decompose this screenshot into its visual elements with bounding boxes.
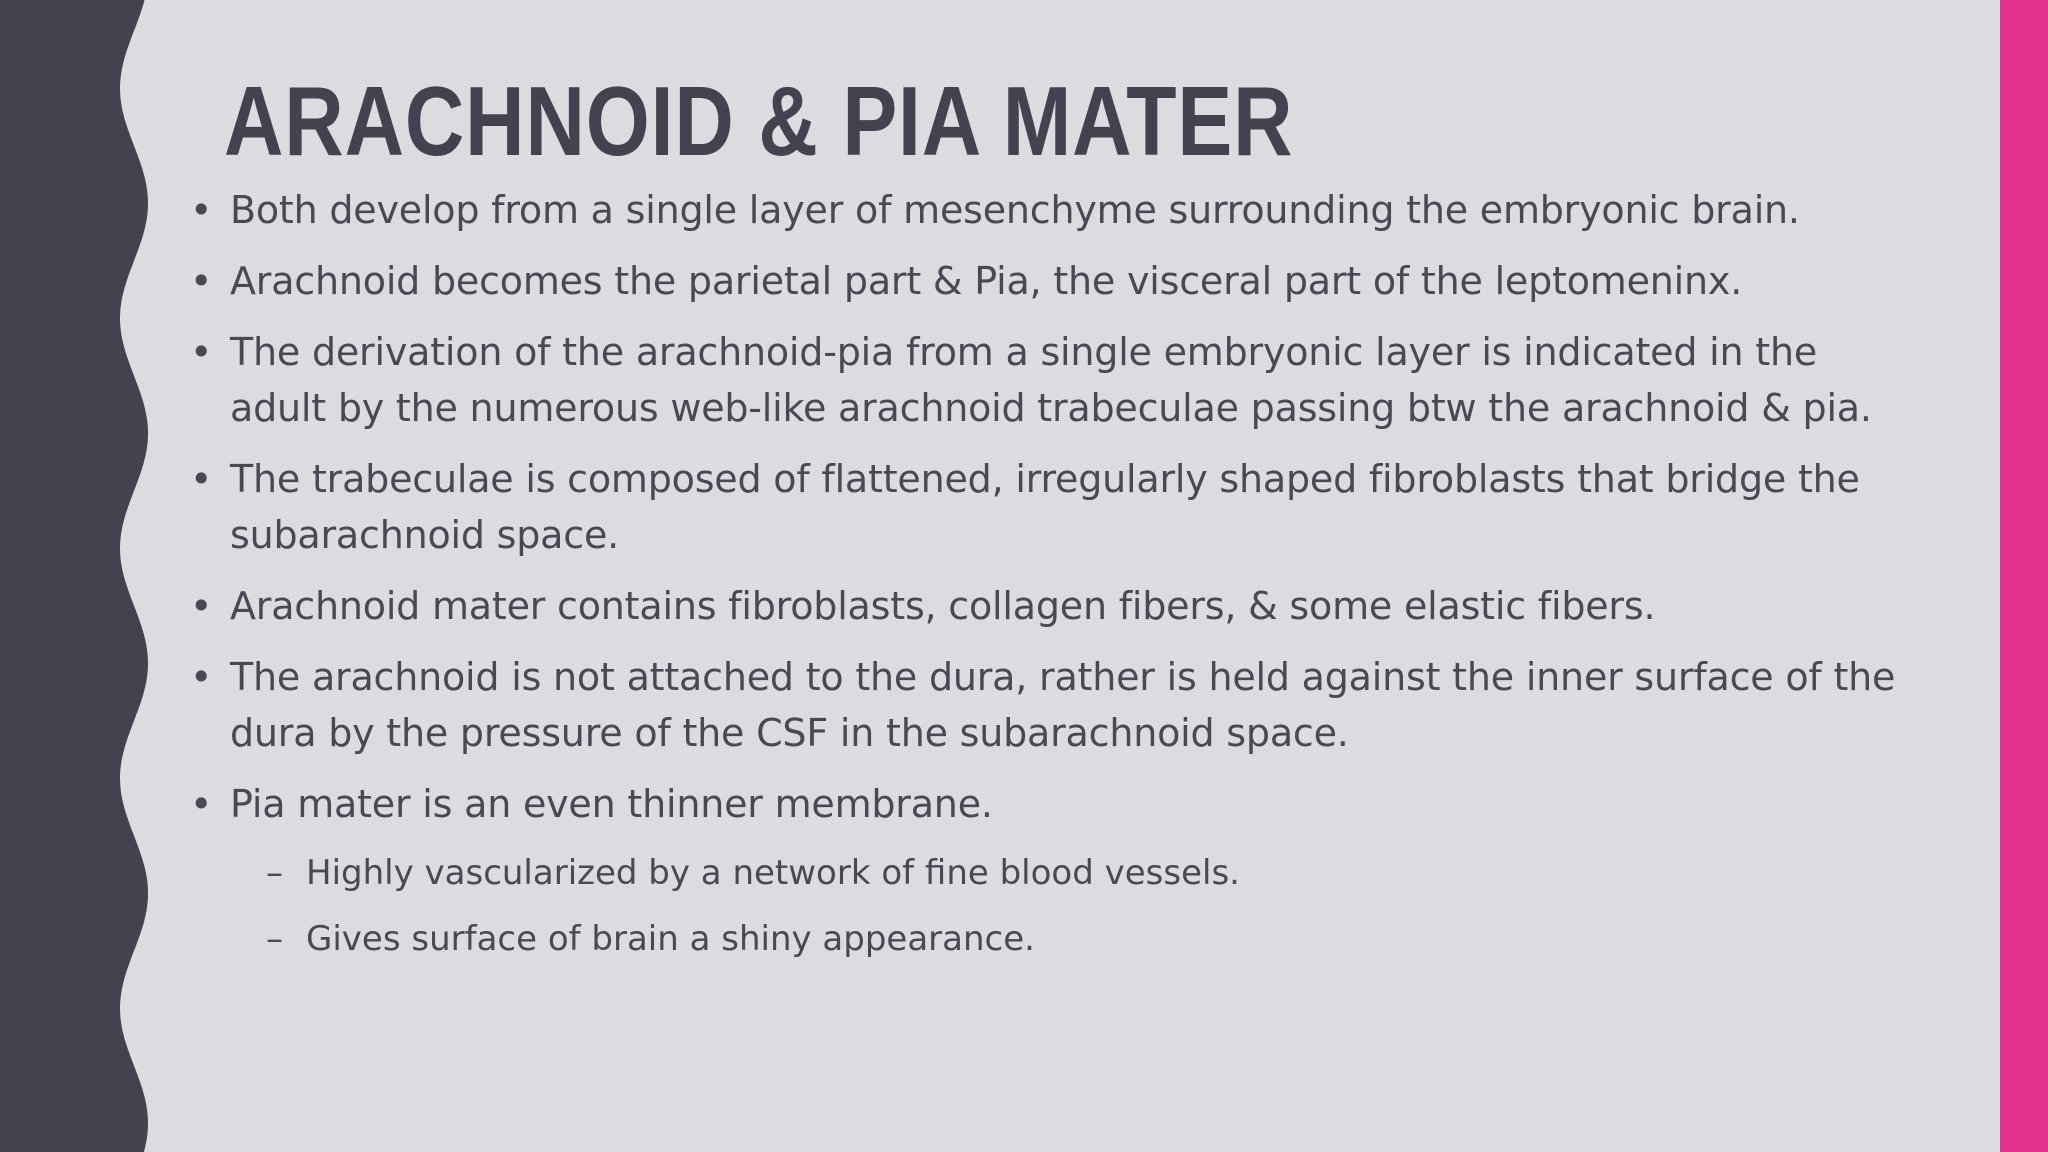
sub-bullet-item bbox=[190, 847, 1900, 899]
bullet-text: Both develop from a single layer of mesenchyme surrounding the embryonic brain. bbox=[230, 188, 1800, 232]
bullet-text: The trabeculae is composed of flattened, irregularly shaped fibroblasts that bridge the subarachnoid space. bbox=[230, 457, 1860, 557]
bullet-marker: • bbox=[190, 259, 213, 303]
right-accent-bar bbox=[2000, 0, 2048, 1152]
bullet-list bbox=[190, 182, 1900, 979]
slide-title: ARACHNOID & PIA MATER bbox=[224, 66, 1294, 176]
bullet-item bbox=[190, 776, 1900, 832]
bullet-item bbox=[190, 324, 1900, 436]
bullet-text: Arachnoid becomes the parietal part & Pia, the visceral part of the leptomeninx. bbox=[230, 259, 1743, 303]
bullet-marker: • bbox=[190, 188, 213, 232]
sub-bullet-text: Highly vascularized by a network of fine blood vessels. bbox=[306, 853, 1240, 893]
bullet-marker: • bbox=[190, 655, 213, 699]
left-wave-band bbox=[0, 0, 160, 1152]
sub-bullet-marker: – bbox=[266, 853, 283, 893]
bullet-marker: • bbox=[190, 330, 213, 374]
sub-bullet-item bbox=[190, 913, 1900, 965]
sub-bullet-text: Gives surface of brain a shiny appearance. bbox=[306, 919, 1035, 959]
sub-bullet-marker: – bbox=[266, 919, 283, 959]
bullet-marker: • bbox=[190, 782, 213, 826]
bullet-text: Arachnoid mater contains fibroblasts, collagen fibers, & some elastic fibers. bbox=[230, 584, 1656, 628]
bullet-item bbox=[190, 182, 1900, 238]
bullet-text: Pia mater is an even thinner membrane. bbox=[230, 782, 993, 826]
bullet-marker: • bbox=[190, 457, 213, 501]
bullet-text: The arachnoid is not attached to the dura, rather is held against the inner surface of the dura by the pressure of the CSF in the subarachnoid space. bbox=[230, 655, 1896, 755]
bullet-item bbox=[190, 253, 1900, 309]
bullet-item bbox=[190, 451, 1900, 563]
bullet-text: The derivation of the arachnoid-pia from a single embryonic layer is indicated in the adult by the numerous web-like arachnoid trabeculae passing btw the arachnoid & pia. bbox=[230, 330, 1872, 430]
bullet-item bbox=[190, 578, 1900, 634]
bullet-item bbox=[190, 649, 1900, 761]
bullet-marker: • bbox=[190, 584, 213, 628]
